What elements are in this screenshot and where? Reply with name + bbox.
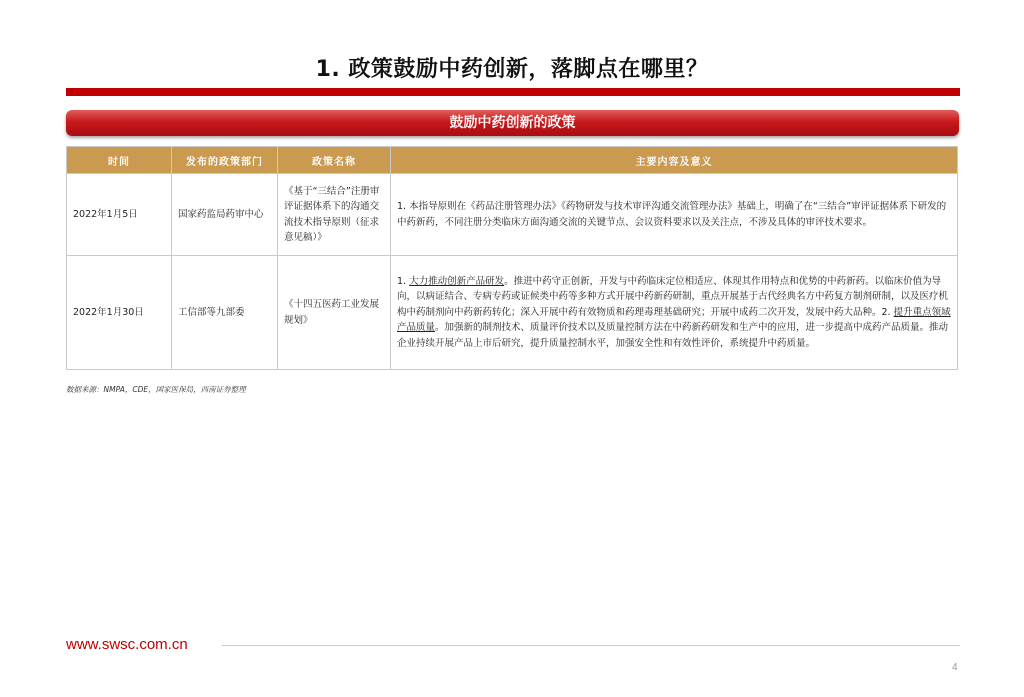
policy-table <box>66 146 958 370</box>
content-highlight: 大力推动创新产品研发 <box>409 275 505 287</box>
table-header-row <box>67 147 958 174</box>
header-dept: 发布的政策部门 <box>172 147 278 174</box>
banner-label: 鼓励中药创新的政策 <box>449 115 576 131</box>
header-date: 时间 <box>67 147 172 174</box>
footer-divider <box>222 645 960 646</box>
row-date: 2022年1月30日 <box>67 256 172 370</box>
page-title: 1. 政策鼓励中药创新，落脚点在哪里？ <box>315 57 709 82</box>
row-dept: 工信部等九部委 <box>172 256 278 370</box>
header-content: 主要内容及意义 <box>391 147 958 174</box>
row-dept: 国家药监局药审中心 <box>172 174 278 256</box>
row-policy-name: 《基于“三结合”注册审评证据体系下的沟通交流技术指导原则（征求意见稿）》 <box>278 174 391 256</box>
header-name: 政策名称 <box>278 147 391 174</box>
content-text: 1. <box>397 275 410 287</box>
table-row <box>67 174 958 256</box>
title-divider <box>66 88 960 96</box>
row-content: 1. 本指导原则在《药品注册管理办法》《药物研发与技术审评沟通交流管理办法》基础上，明确了在“三结合”审评证据体系下研发的中药新药，不同注册分类临床方面沟通交流的关键节点、会议资料要求以及关注点，不涉及具体的审评技术要求。 <box>391 174 958 256</box>
page-number: 4 <box>952 662 958 673</box>
row-date: 2022年1月5日 <box>67 174 172 256</box>
row-content <box>391 256 958 370</box>
content-text: 。推进中药守正创新，开发与中药临床定位相适应、体现其作用特点和优势的中药新药。以临床价值为导向，以病证结合、专病专药或证候类中药等多种方式开展中药新药研制，重点开展基于古代经典名方中药复方制剂研制，以及医疗机构中药制剂向中药新药转化；深入开展中药有效物质和药理毒理基础研究；开展中成药二次开发，发展中药大品种。2. <box>397 275 949 318</box>
section-banner <box>66 110 959 136</box>
content-text: 。加强新的制剂技术、质量评价技术以及质量控制方法在中药新药研发和生产中的应用，进一步提高中成药产品质量。推动企业持续开展产品上市后研究，提升质量控制水平，加强安全性和有效性评价，系统提升中药质量。 <box>397 322 949 349</box>
row-policy-name: 《十四五医药工业发展规划》 <box>278 256 391 370</box>
content-highlight: 提升重点领域产品质量 <box>397 306 951 334</box>
data-source-note: 数据来源：NMPA，CDE，国家医保局，西南证券整理 <box>66 385 246 394</box>
table-row <box>67 256 958 370</box>
website-link[interactable]: www.swsc.com.cn <box>66 636 188 653</box>
